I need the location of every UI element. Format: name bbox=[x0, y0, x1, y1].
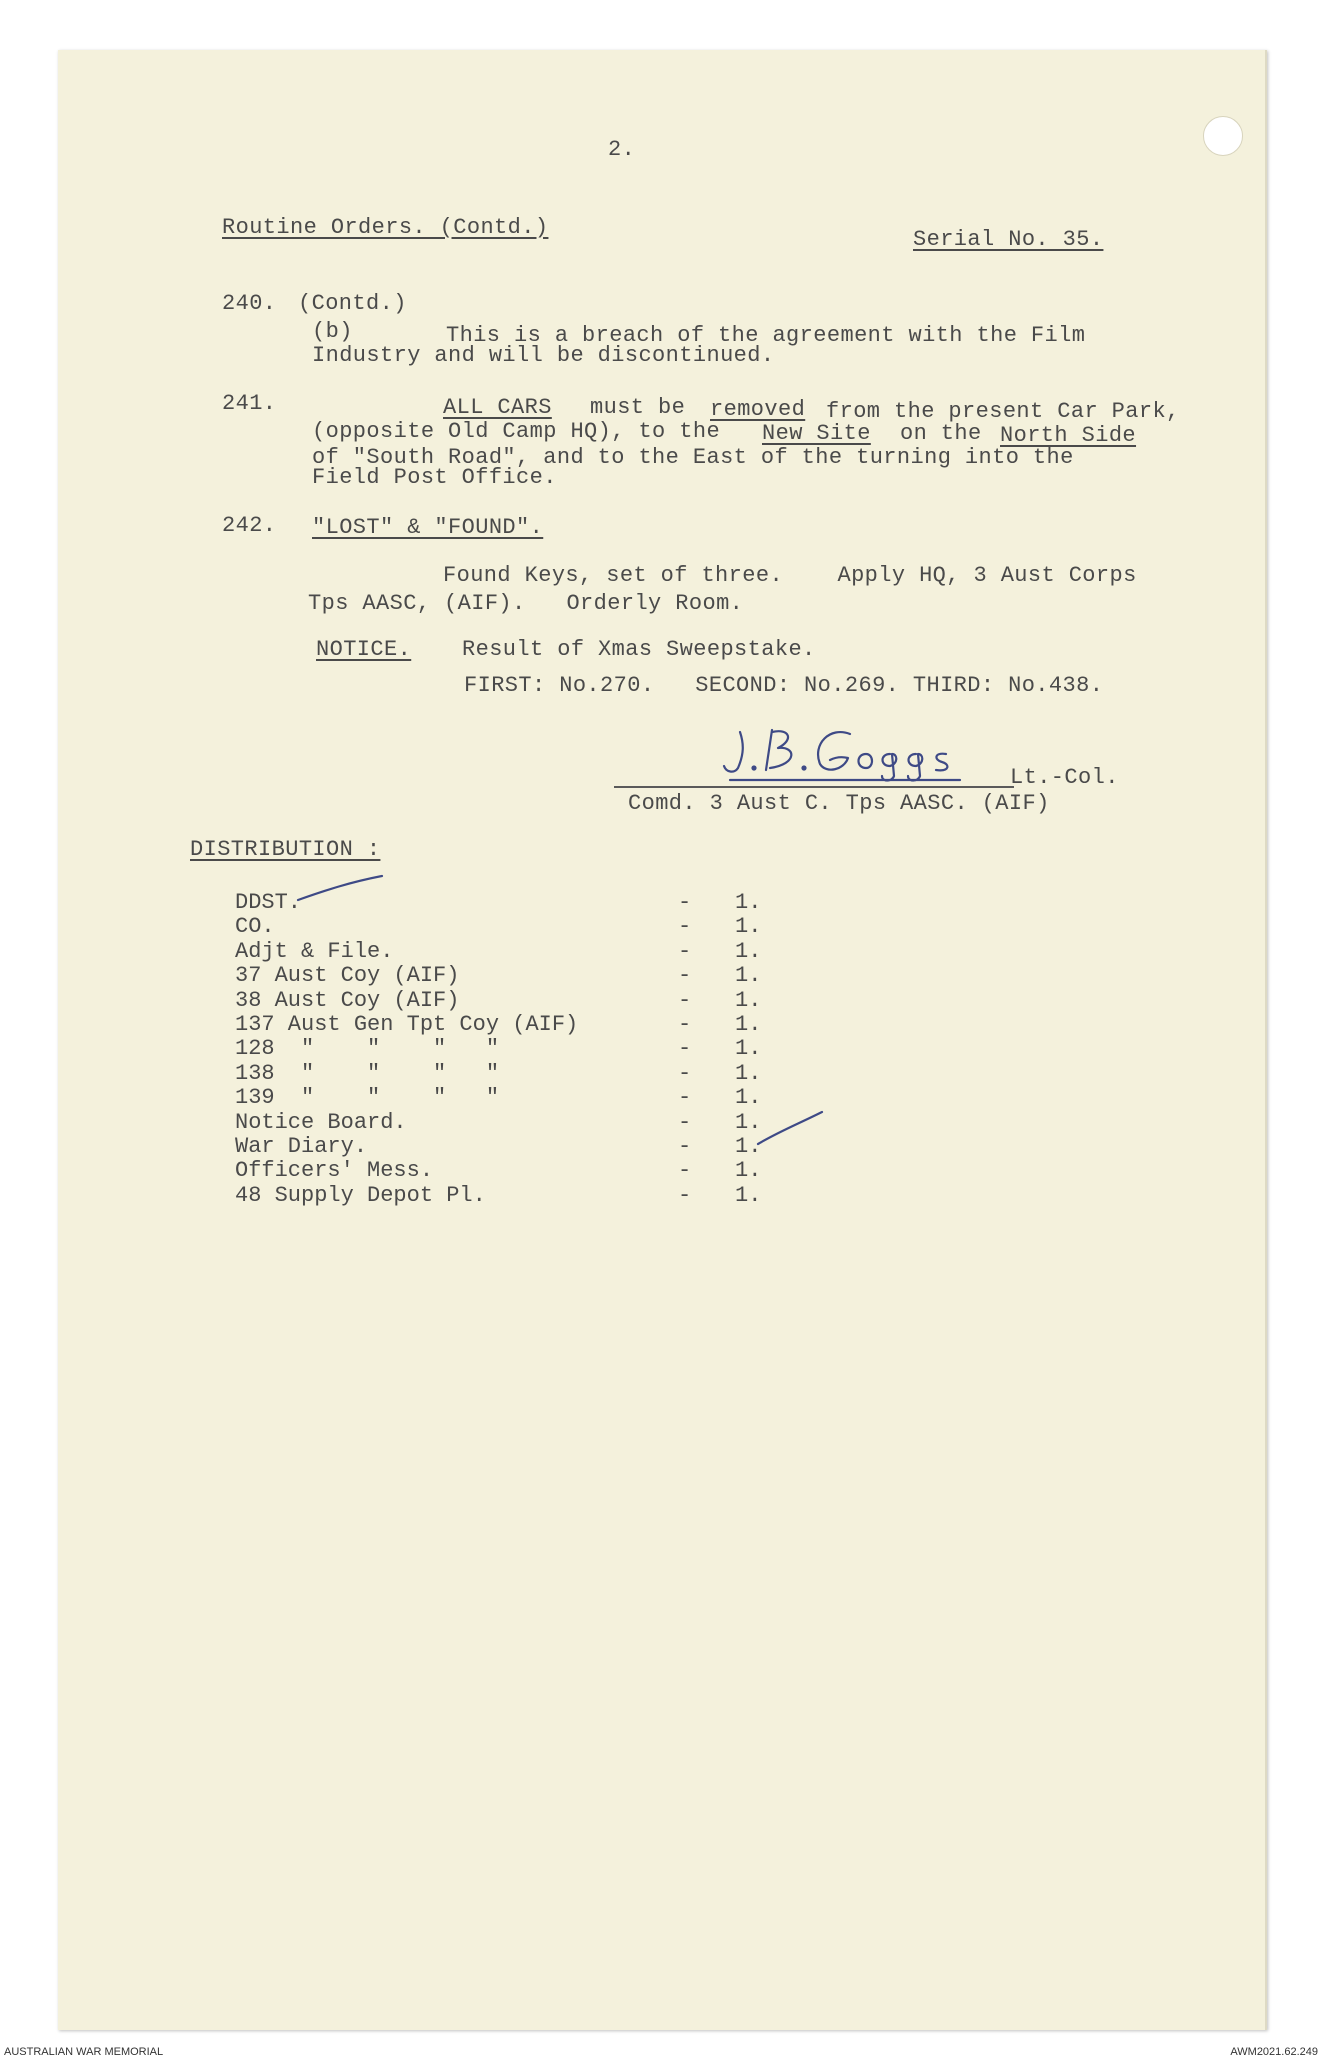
order-241-from-text: from the present Car Park, bbox=[826, 399, 1180, 424]
order-240-line2: Industry and will be discontinued. bbox=[312, 343, 775, 368]
distribution-quantity: 1. bbox=[735, 1061, 762, 1086]
serial-number: Serial No. 35. bbox=[913, 227, 1104, 252]
distribution-dash: - bbox=[678, 988, 692, 1013]
order-240-line1: This is a breach of the agreement with the Film bbox=[446, 323, 1086, 348]
order-241-on-the: on the bbox=[900, 421, 982, 446]
distribution-dash: - bbox=[678, 1183, 692, 1208]
order-240-contd: (Contd.) bbox=[298, 291, 407, 316]
distribution-quantity: 1. bbox=[735, 963, 762, 988]
distribution-item: 128 " " " " bbox=[235, 1036, 500, 1061]
distribution-item: 137 Aust Gen Tpt Coy (AIF) bbox=[235, 1012, 579, 1037]
distribution-quantity: 1. bbox=[735, 1110, 762, 1135]
distribution-quantity: 1. bbox=[735, 914, 762, 939]
distribution-item: War Diary. bbox=[235, 1134, 368, 1159]
signature-rank: Lt.-Col. bbox=[1010, 765, 1119, 790]
handwritten-signature bbox=[720, 724, 980, 784]
signature-title: Comd. 3 Aust C. Tps AASC. (AIF) bbox=[628, 791, 1050, 816]
distribution-item: Officers' Mess. bbox=[235, 1158, 434, 1183]
order-241-number: 241. bbox=[222, 391, 277, 416]
distribution-item: 48 Supply Depot Pl. bbox=[235, 1183, 486, 1208]
checkmark-icon bbox=[296, 872, 386, 902]
page-number: 2. bbox=[608, 137, 636, 162]
distribution-quantity: 1. bbox=[735, 1012, 762, 1037]
order-241-all-cars: ALL CARS bbox=[443, 395, 552, 420]
punch-hole bbox=[1203, 116, 1243, 156]
distribution-quantity: 1. bbox=[735, 939, 762, 964]
order-241-removed: removed bbox=[710, 397, 806, 422]
distribution-quantity: 1. bbox=[735, 1134, 762, 1159]
distribution-dash: - bbox=[678, 939, 692, 964]
distribution-item: 138 " " " " bbox=[235, 1061, 500, 1086]
distribution-dash: - bbox=[678, 1158, 692, 1183]
distribution-dash: - bbox=[678, 1110, 692, 1135]
order-241-opposite: (opposite Old Camp HQ), to the bbox=[312, 419, 721, 444]
order-241-line3: of "South Road", and to the East of the turning into the bbox=[312, 445, 1074, 470]
order-240-number: 240. bbox=[222, 291, 277, 316]
order-241-line4: Field Post Office. bbox=[312, 465, 557, 490]
signature-line bbox=[614, 786, 1014, 788]
distribution-item: DDST. bbox=[235, 890, 302, 915]
checkmark-icon bbox=[756, 1108, 826, 1148]
distribution-dash: - bbox=[678, 1036, 692, 1061]
distribution-dash: - bbox=[678, 1012, 692, 1037]
distribution-dash: - bbox=[678, 914, 692, 939]
distribution-item: 38 Aust Coy (AIF) bbox=[235, 988, 460, 1013]
distribution-quantity: 1. bbox=[735, 988, 762, 1013]
distribution-dash: - bbox=[678, 890, 692, 915]
notice-label: NOTICE. bbox=[316, 637, 412, 662]
footer-institution: AUSTRALIAN WAR MEMORIAL bbox=[4, 2046, 164, 2058]
order-242-line1: Found Keys, set of three. Apply HQ, 3 Aust Corps bbox=[443, 563, 1137, 588]
distribution-quantity: 1. bbox=[735, 890, 762, 915]
distribution-quantity: 1. bbox=[735, 1183, 762, 1208]
distribution-item: CO. bbox=[235, 914, 275, 939]
distribution-item: 37 Aust Coy (AIF) bbox=[235, 963, 460, 988]
distribution-item: Notice Board. bbox=[235, 1110, 407, 1135]
distribution-heading: DISTRIBUTION : bbox=[190, 837, 381, 862]
distribution-dash: - bbox=[678, 1085, 692, 1110]
document-title: Routine Orders. (Contd.) bbox=[222, 215, 549, 240]
order-241-new-site: New Site bbox=[762, 421, 871, 446]
sweepstake-results: FIRST: No.270. SECOND: No.269. THIRD: No.438. bbox=[464, 673, 1104, 698]
order-242-heading: "LOST" & "FOUND". bbox=[312, 515, 544, 540]
distribution-quantity: 1. bbox=[735, 1085, 762, 1110]
distribution-quantity: 1. bbox=[735, 1158, 762, 1183]
distribution-dash: - bbox=[678, 1134, 692, 1159]
order-240-sub: (b) bbox=[312, 319, 353, 344]
footer-reference: AWM2021.62.249 bbox=[1230, 2046, 1318, 2058]
order-242-line2: Tps AASC, (AIF). Orderly Room. bbox=[308, 591, 744, 616]
distribution-quantity: 1. bbox=[735, 1036, 762, 1061]
order-242-number: 242. bbox=[222, 513, 277, 538]
notice-text: Result of Xmas Sweepstake. bbox=[462, 637, 816, 662]
order-241-must-be: must be bbox=[590, 395, 686, 420]
distribution-item: Adjt & File. bbox=[235, 939, 394, 964]
order-241-north-side: North Side bbox=[1000, 423, 1137, 448]
distribution-dash: - bbox=[678, 963, 692, 988]
distribution-item: 139 " " " " bbox=[235, 1085, 500, 1110]
distribution-dash: - bbox=[678, 1061, 692, 1086]
